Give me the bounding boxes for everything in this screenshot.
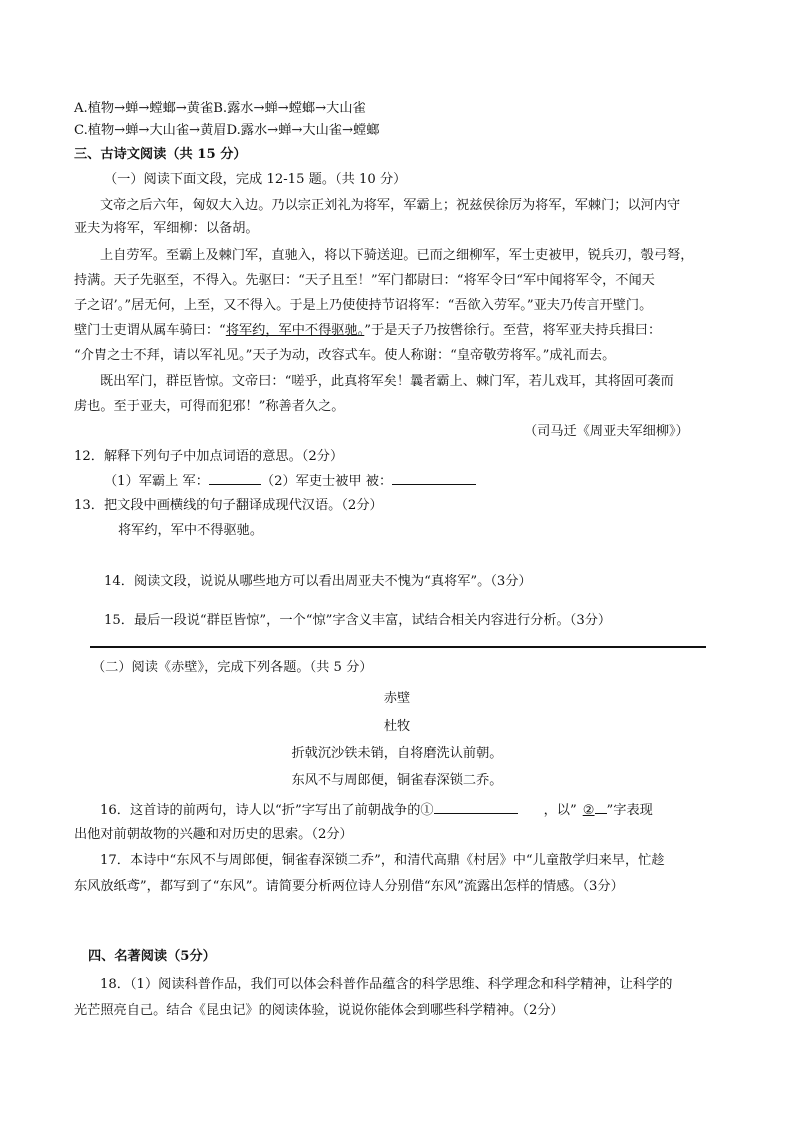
option-d: D.露水→蝉→大山雀→螳螂	[226, 123, 380, 138]
divider-line	[90, 646, 706, 648]
passage-line-6-after: ”于是天子乃按辔徐行。至营，将军亚夫持兵揖曰：	[364, 323, 662, 338]
question-16	[100, 801, 653, 820]
poem-title: 赤壁	[383, 691, 411, 706]
question-18-cont: 光芒照亮自己。结合《昆虫记》的阅读体验，说说你能体会到哪些科学精神。（2分）	[74, 1003, 564, 1018]
passage-line-6-before: 壁门士吏谓从属车骑曰：“	[74, 323, 226, 338]
q12-answer-blank-2[interactable]	[392, 472, 476, 485]
underlined-sentence: 将军约，军中不得驱驰。	[225, 323, 365, 338]
question-13: 13．把文段中画横线的句子翻译成现代汉语。（2分）	[74, 498, 383, 513]
passage-source: （司马迁《周亚夫军细柳》）	[524, 424, 689, 439]
poem-author: 杜牧	[383, 719, 411, 734]
option-a: A.植物→蝉→螳螂→黄雀	[74, 101, 214, 116]
question-17: 17．本诗中“东风不与周郎便，铜雀春深锁二乔”，和清代高鼎《村居》中“儿童散学归来早，忙趁	[100, 853, 665, 868]
q16-text-b: ，以”	[543, 803, 577, 818]
section3-title: 三、古诗文阅读（共 15 分）	[74, 147, 247, 162]
question-16-cont: 出他对前朝故物的兴趣和对历史的思索。（2分）	[74, 827, 353, 842]
question-12-items	[104, 472, 476, 491]
option-b: B.露水→蝉→螳螂→大山雀	[213, 101, 366, 116]
q12-answer-blank-1[interactable]	[209, 472, 261, 485]
passage-line-2: 亚夫为将军，军细柳：以备胡。	[74, 221, 259, 236]
section4-title: 四、名著阅读（5分）	[88, 949, 216, 964]
passage-line-8: 既出军门，群臣皆惊。文帝曰：“嗟乎，此真将军矣！曩者霸上、棘门军，若儿戏耳，其将固可袭而	[100, 374, 674, 389]
passage-line-6	[74, 322, 661, 340]
part1-intro: （一）阅读下面文段，完成 12-15 题。（共 10 分）	[104, 172, 407, 187]
part2-intro: （二）阅读《赤壁》，完成下列各题。（共 5 分）	[92, 660, 373, 675]
passage-line-7: “介胄之士不拜，请以军礼见。”天子为动，改容式车。使人称谢：“皇帝敬劳将军。”成礼而去。	[74, 348, 616, 363]
question-15: 15．最后一段说“群臣皆惊”，一个“惊”字含义丰富，试结合相关内容进行分析。（3分）	[104, 613, 612, 628]
question-13-sentence: 将军约，军中不得驱驰。	[118, 523, 264, 538]
option-c: C.植物→蝉→大山雀→黄眉	[74, 123, 227, 138]
passage-line-9: 虏也。至于亚夫，可得而犯邪！”称善者久之。	[74, 399, 345, 414]
passage-line-1: 文帝之后六年，匈奴大入边。乃以宗正刘礼为将军，军霸上；祝兹侯徐厉为将军，军棘门；以河内守	[100, 198, 681, 213]
question-18: 18．（1）阅读科普作品，我们可以体会科普作品蕴含的科学思维、科学理念和科学精神，让科学的	[100, 977, 673, 992]
poem-line-2: 东风不与周郎便，铜雀春深锁二乔。	[291, 773, 503, 788]
question-12: 12．解释下列句子中加点词语的意思。（2分）	[74, 449, 344, 464]
passage-line-5: 子之诏’。”居无何，上至，又不得入。于是上乃使使持节诏将军：“吾欲入劳军。”亚夫乃传言开壁门。	[74, 298, 653, 313]
question-14: 14．阅读文段，说说从哪些地方可以看出周亚夫不愧为“真将军”。（3分）	[104, 574, 532, 589]
q12-item-1: （1）军霸上 军：	[104, 474, 209, 489]
q16-answer-blank-2[interactable]	[595, 801, 607, 814]
option-row-ab	[74, 100, 366, 118]
q16-answer-blank-1[interactable]	[434, 801, 518, 814]
q16-blank-2-marker: ②	[582, 803, 595, 818]
poem-line-1: 折戟沉沙铁未销，自将磨洗认前朝。	[291, 746, 503, 761]
option-row-cd	[74, 122, 379, 140]
q12-item-2: （2）军吏士被甲 被：	[260, 474, 393, 489]
q16-text-a: 16．这首诗的前两句，诗人以“折”字写出了前朝战争的①	[100, 803, 434, 818]
q16-text-c: ”字表现	[606, 803, 653, 818]
question-17-cont: 东风放纸鸢”，都写到了“东风”。请简要分析两位诗人分别借“东风”流露出怎样的情感。（3分）	[74, 879, 624, 894]
passage-line-4: 持满。天子先驱至，不得入。先驱曰：“天子且至！”军门都尉曰：“将军令曰“军中闻将军令，不闻天	[74, 273, 655, 288]
passage-line-3: 上自劳军。至霸上及棘门军，直驰入，将以下骑送迎。已而之细柳军，军士吏被甲，锐兵刃，彀弓弩，	[100, 248, 694, 263]
